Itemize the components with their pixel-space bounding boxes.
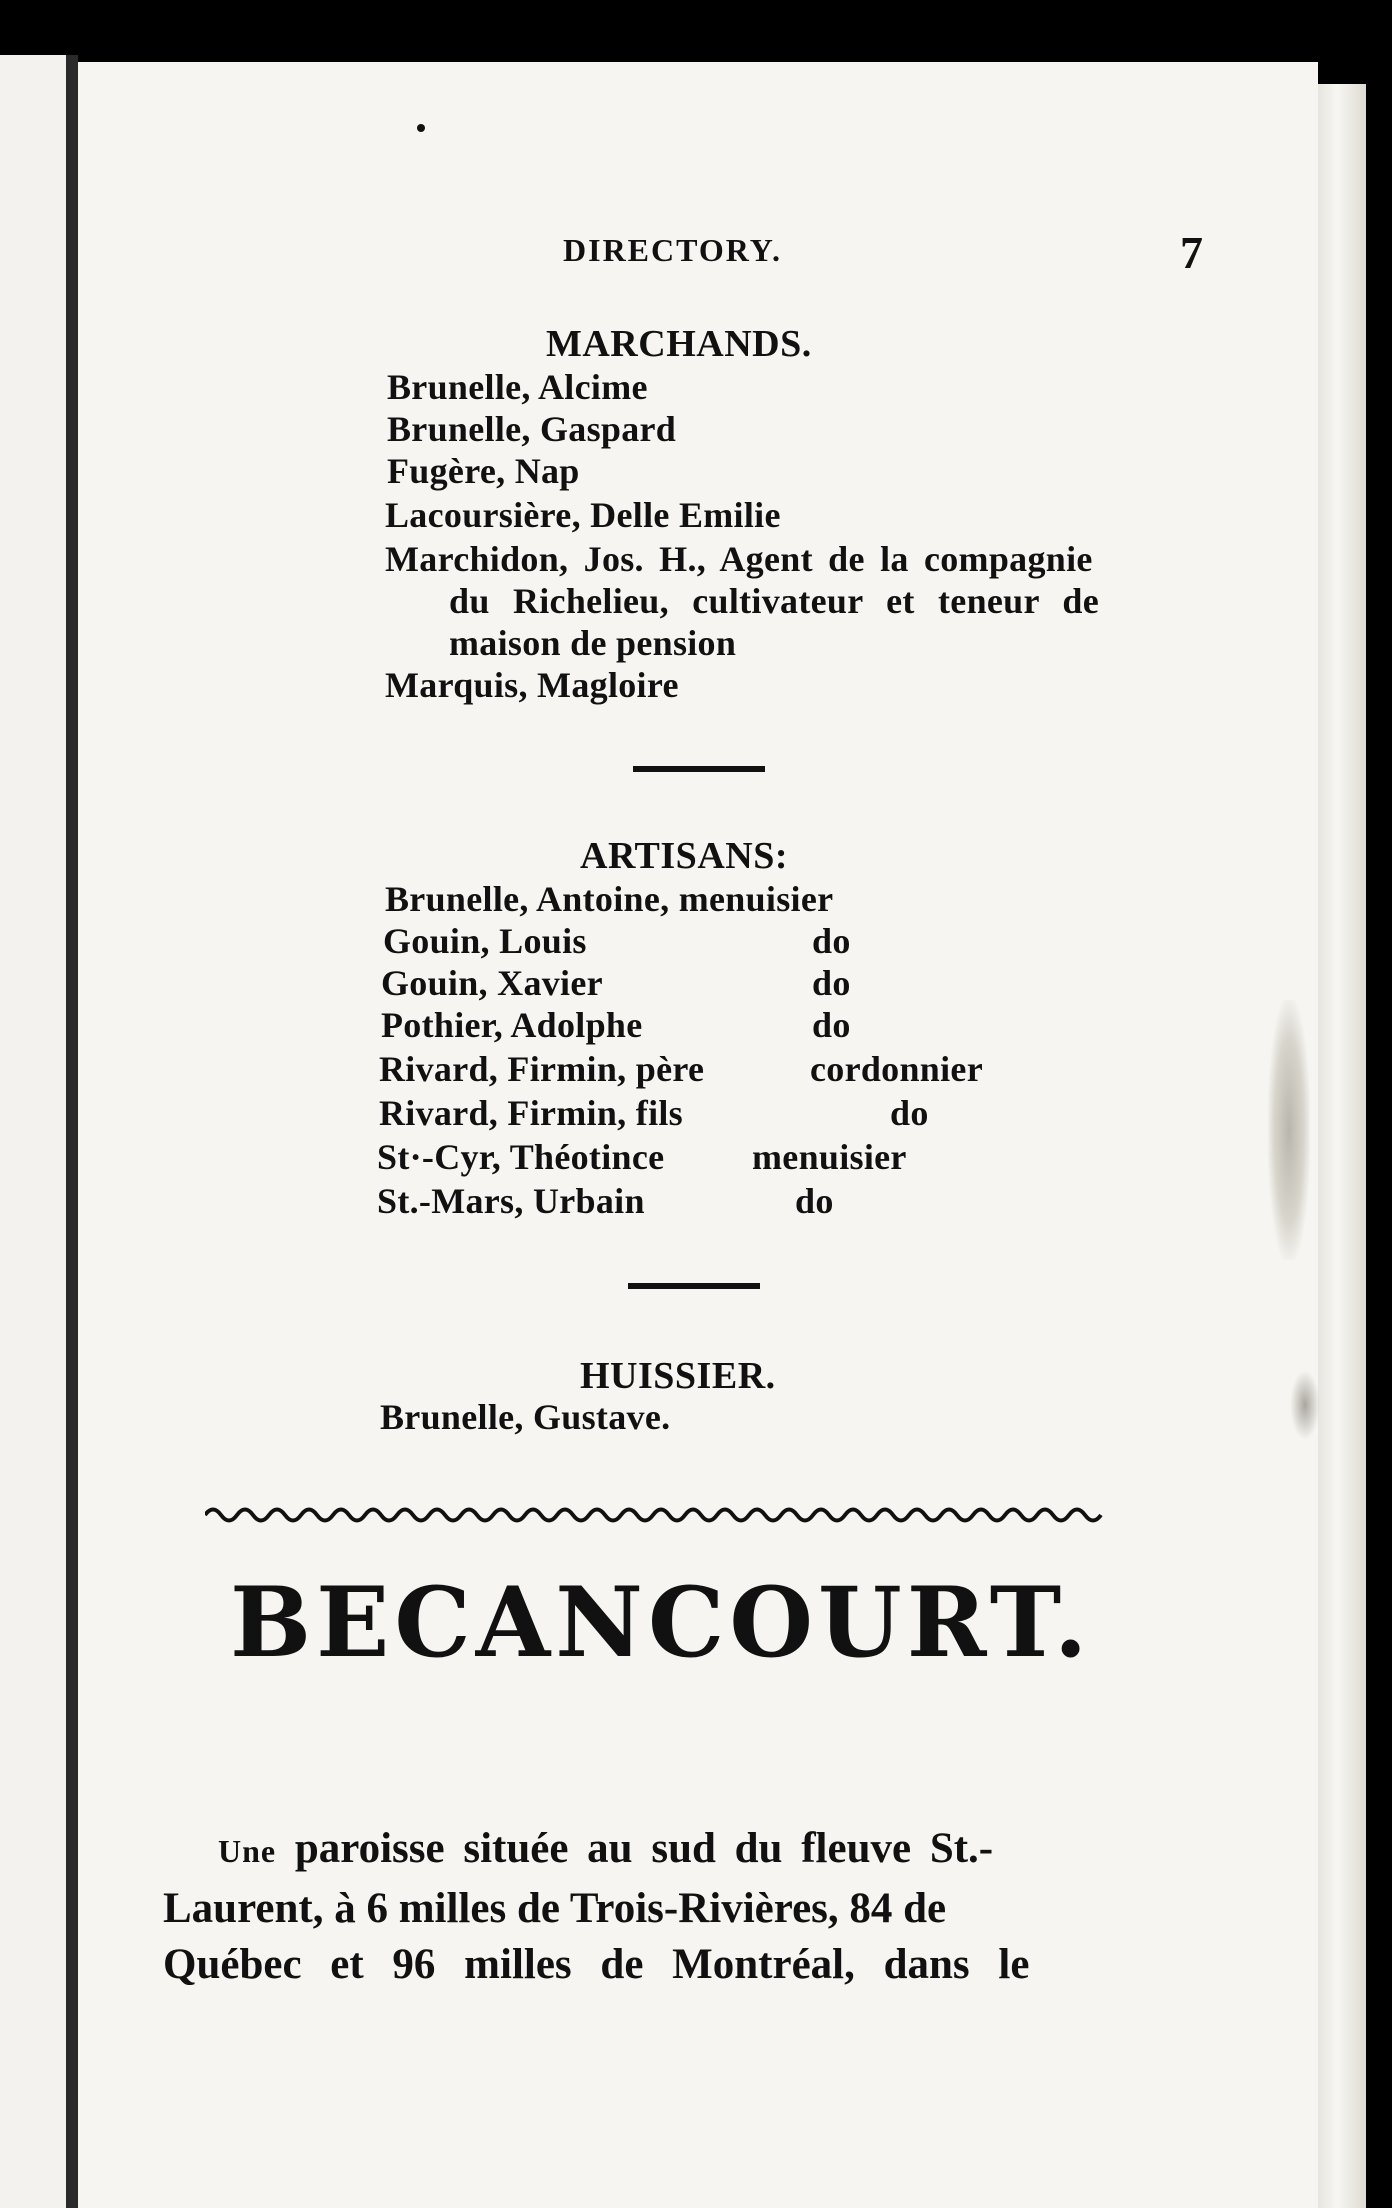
ink-speck [417,124,425,132]
paper-stain-small [1290,1370,1320,1440]
place-title: BECANCOURT. [230,1566,1093,1679]
paper-stain [1268,1000,1310,1260]
section-heading-marchands: MARCHANDS. [546,323,812,365]
table-row-trade: do [812,963,851,1003]
table-row-name: Rivard, Firmin, père [379,1049,705,1089]
list-item: Brunelle, Gaspard [387,409,677,449]
running-title: DIRECTORY. [563,232,782,268]
table-row-trade: do [812,921,851,961]
table-row-trade: do [812,1005,851,1045]
list-item: Marchidon, Jos. H., Agent de la compagnie [385,539,1093,579]
body-paragraph-line: Québec et 96 milles de Montréal, dans le [163,1941,1030,1988]
table-row-name: Rivard, Firmin, fils [379,1093,683,1133]
list-item: Brunelle, Alcime [387,367,648,407]
book-gutter [66,55,78,2208]
section-heading-huissier: HUISSIER. [580,1355,776,1397]
facing-page-edge [0,55,66,2208]
body-paragraph-line: Laurent, à 6 milles de Trois-Rivières, 84 de [163,1885,947,1932]
page-edge-stack [1318,84,1366,2208]
list-item-continued: du Richelieu, cultivateur et teneur de [449,581,1100,621]
table-row-name: Brunelle, Antoine, menuisier [385,879,834,919]
list-item: Fugère, Nap [387,451,580,491]
list-item: Lacoursière, Delle Emilie [385,495,781,535]
table-row-name: Gouin, Louis [383,921,587,961]
page-number: 7 [1180,227,1203,278]
paragraph-text: paroisse située au sud du fleuve St.- [276,1825,994,1872]
section-divider [628,1283,760,1289]
small-caps-lead: Une [218,1833,277,1869]
wavy-ornament-rule [205,1500,1110,1530]
table-row-name: Gouin, Xavier [381,963,603,1003]
table-row-name: St·-Cyr, Théotince [377,1137,665,1177]
body-paragraph-line [218,1824,993,1873]
table-row-trade: do [795,1181,834,1221]
table-row-trade: do [890,1093,929,1133]
table-row-trade: menuisier [752,1137,907,1177]
list-item-continued: maison de pension [449,623,737,663]
table-row-name: St.-Mars, Urbain [377,1181,645,1221]
list-item: Marquis, Magloire [385,665,679,705]
section-divider [633,766,765,772]
section-heading-artisans: ARTISANS: [580,835,788,877]
list-item: Brunelle, Gustave. [380,1397,671,1437]
table-row-trade: cordonnier [810,1049,983,1089]
table-row-name: Pothier, Adolphe [381,1005,643,1045]
